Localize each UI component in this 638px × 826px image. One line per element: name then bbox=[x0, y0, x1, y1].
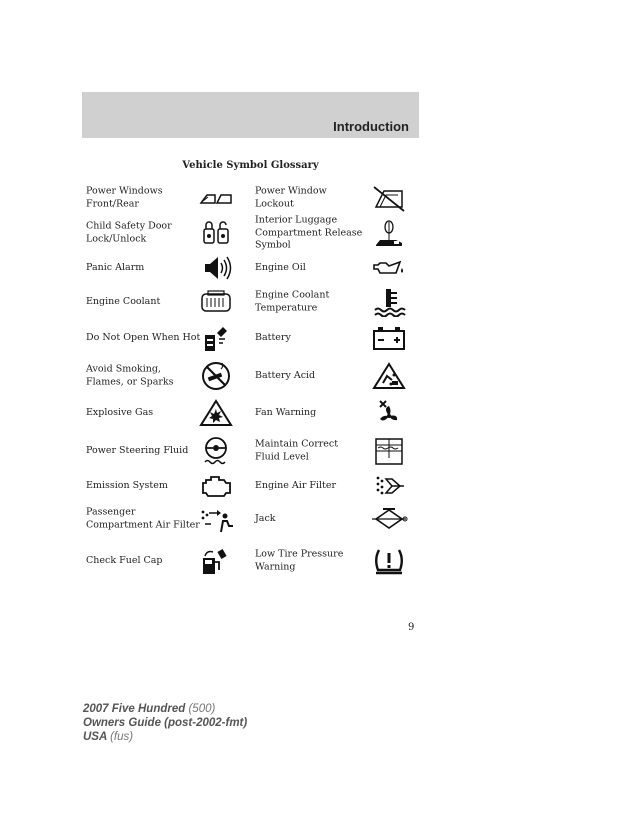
footer-model-code: (500) bbox=[188, 703, 216, 715]
glossary-label: Do Not Open When Hot bbox=[86, 331, 201, 343]
glossary-row bbox=[82, 538, 419, 584]
cabin-air-filter-icon bbox=[197, 504, 235, 534]
glossary-label: Jack bbox=[255, 512, 276, 524]
glossary-label: Engine Coolant Temperature bbox=[255, 289, 330, 313]
low-tire-pressure-icon bbox=[370, 546, 408, 576]
glossary-label: Engine Oil bbox=[255, 261, 306, 273]
section-title: Introduction bbox=[333, 119, 409, 134]
emission-system-icon bbox=[197, 471, 235, 501]
glossary-row bbox=[82, 214, 419, 252]
power-steering-icon bbox=[197, 436, 235, 466]
footer-guide: Owners Guide (post-2002-fmt) bbox=[83, 717, 248, 729]
glossary-label: Maintain Correct Fluid Level bbox=[255, 438, 339, 462]
glossary-label: Battery Acid bbox=[255, 369, 316, 381]
glossary-label: Power Windows Front/Rear bbox=[86, 185, 163, 209]
glossary-row bbox=[82, 396, 419, 430]
do-not-open-hot-icon bbox=[197, 323, 235, 353]
glossary-label: Power Steering Fluid bbox=[86, 444, 189, 456]
glossary-label: Avoid Smoking, Flames, or Sparks bbox=[86, 363, 174, 387]
glossary-label: Interior Luggage Compartment Release Symbol bbox=[255, 214, 363, 251]
glossary-label: Check Fuel Cap bbox=[86, 554, 163, 566]
fan-warning-icon bbox=[370, 398, 408, 428]
glossary-row bbox=[82, 356, 419, 396]
glossary-row bbox=[82, 472, 419, 500]
glossary-label: Panic Alarm bbox=[86, 261, 145, 273]
footer-model: 2007 Five Hundred bbox=[83, 703, 186, 715]
child-lock-icon bbox=[197, 218, 235, 248]
engine-coolant-icon bbox=[197, 287, 235, 317]
glossary-label: Engine Air Filter bbox=[255, 479, 337, 491]
engine-oil-icon bbox=[370, 253, 408, 283]
glossary-label: Engine Coolant bbox=[86, 295, 161, 307]
engine-air-filter-icon bbox=[370, 471, 408, 501]
glossary-label: Child Safety Door Lock/Unlock bbox=[86, 220, 172, 244]
panic-alarm-icon bbox=[197, 253, 235, 283]
glossary-row bbox=[82, 500, 419, 538]
battery-icon bbox=[370, 323, 408, 353]
glossary-label: Fan Warning bbox=[255, 406, 317, 418]
footer-line-region bbox=[83, 730, 247, 744]
fluid-level-icon bbox=[370, 436, 408, 466]
window-lockout-icon bbox=[370, 183, 408, 213]
battery-acid-icon bbox=[370, 361, 408, 391]
glossary-label: Battery bbox=[255, 331, 291, 343]
glossary-label: Passenger Compartment Air Filter bbox=[86, 506, 200, 530]
glossary-row bbox=[82, 284, 419, 320]
page-number: 9 bbox=[408, 622, 415, 633]
footer-region: USA bbox=[83, 731, 107, 743]
glossary-label: Low Tire Pressure Warning bbox=[255, 548, 344, 572]
glossary-row bbox=[82, 430, 419, 472]
fuel-cap-icon bbox=[197, 546, 235, 576]
no-smoking-icon bbox=[197, 361, 235, 391]
glossary-row bbox=[82, 320, 419, 356]
glossary-row bbox=[82, 252, 419, 284]
footer bbox=[83, 702, 247, 744]
glossary-label: Explosive Gas bbox=[86, 406, 154, 418]
explosive-gas-icon bbox=[197, 398, 235, 428]
glossary-label: Emission System bbox=[86, 479, 168, 491]
footer-line-model bbox=[83, 702, 247, 716]
glossary-row bbox=[82, 182, 419, 214]
glossary-title: Vehicle Symbol Glossary bbox=[182, 160, 319, 171]
coolant-temperature-icon bbox=[370, 287, 408, 317]
glossary-label: Power Window Lockout bbox=[255, 185, 327, 209]
jack-icon bbox=[370, 504, 408, 534]
footer-region-code: (fus) bbox=[110, 731, 134, 743]
trunk-release-icon bbox=[370, 218, 408, 248]
power-windows-icon bbox=[197, 183, 235, 213]
header-bar bbox=[82, 92, 419, 138]
